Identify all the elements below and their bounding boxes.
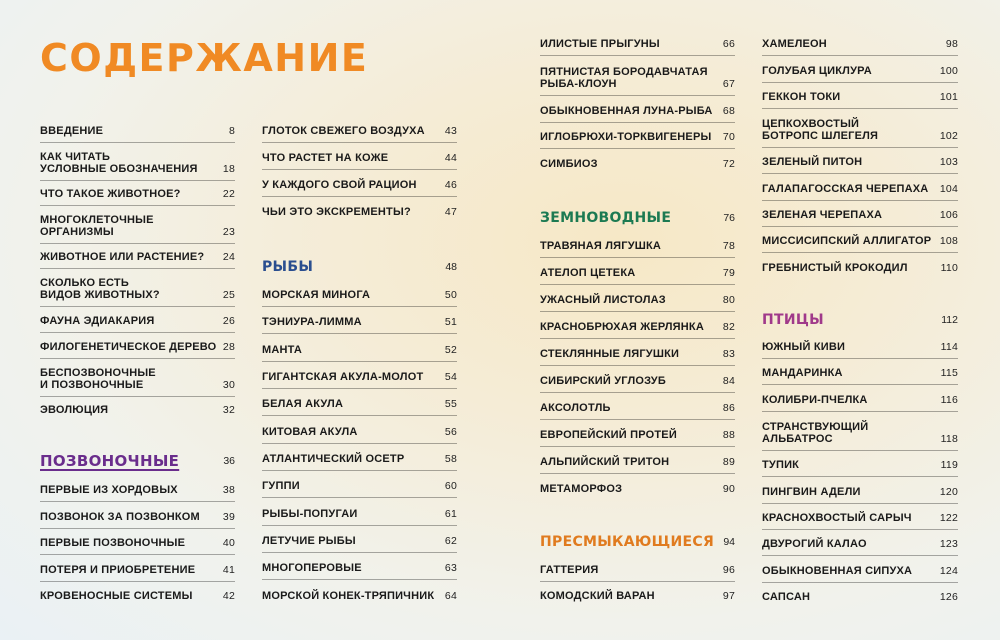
section-page: 94	[723, 536, 735, 548]
toc-entry-page: 30	[222, 379, 235, 391]
toc-entry-title: ПОТЕРЯ И ПРИОБРЕТЕНИЕ	[40, 564, 196, 576]
toc-entry-page: 24	[222, 251, 235, 263]
toc-entry[interactable]	[40, 251, 235, 263]
toc-entry-page: 58	[444, 453, 457, 465]
toc-entry-page: 110	[940, 262, 958, 274]
toc-entry-title: ЦЕПКОХВОСТЫЙ БОТРОПС ШЛЕГЕЛЯ	[762, 118, 879, 142]
toc-entry[interactable]	[40, 590, 235, 602]
toc-entry[interactable]	[40, 277, 235, 301]
toc-entry-page: 50	[444, 289, 457, 301]
toc-entry-title: СТЕКЛЯННЫЕ ЛЯГУШКИ	[540, 348, 680, 360]
toc-entry-page: 119	[940, 459, 958, 471]
toc-entry-title: ГОЛУБАЯ ЦИКЛУРА	[762, 65, 872, 77]
toc-entry-title: ЧТО ТАКОЕ ЖИВОТНОЕ?	[40, 188, 181, 200]
toc-entry[interactable]	[40, 404, 235, 416]
toc-entry-page: 8	[228, 125, 235, 137]
toc-entry-page: 100	[939, 65, 958, 77]
toc-entry-page: 82	[722, 321, 735, 333]
toc-entry-page: 86	[722, 402, 735, 414]
toc-entry-title: ИЛИСТЫЕ ПРЫГУНЫ	[540, 38, 660, 50]
toc-entry[interactable]	[762, 367, 958, 379]
toc-entry[interactable]	[762, 565, 958, 577]
section-vertebrates[interactable]	[40, 452, 235, 470]
toc-entry-title: ДВУРОГИЙ КАЛАО	[762, 538, 867, 550]
toc-entry[interactable]	[40, 537, 235, 549]
toc-entry-title: КРАСНОХВОСТЫЙ САРЫЧ	[762, 512, 912, 524]
toc-entry-title: КРОВЕНОСНЫЕ СИСТЕМЫ	[40, 590, 193, 602]
toc-entry-title: ТУПИК	[762, 459, 800, 471]
toc-entry-page: 32	[222, 404, 235, 416]
toc-entry[interactable]	[540, 294, 735, 306]
toc-entry[interactable]	[262, 590, 457, 602]
toc-entry[interactable]	[762, 91, 958, 103]
toc-entry[interactable]	[762, 38, 958, 50]
toc-entry[interactable]	[540, 590, 735, 602]
section-title: ПТИЦЫ	[762, 312, 824, 328]
toc-entry-page: 28	[222, 341, 235, 353]
section-title: ПРЕСМЫКАЮЩИЕСЯ	[540, 534, 715, 550]
toc-entry-page: 116	[940, 394, 958, 406]
toc-entry-title: ПОЗВОНОК ЗА ПОЗВОНКОМ	[40, 511, 200, 523]
section-amphibians[interactable]	[540, 210, 735, 226]
toc-entry[interactable]	[40, 367, 235, 391]
toc-entry[interactable]	[762, 65, 958, 77]
toc-entry-title: ЕВРОПЕЙСКИЙ ПРОТЕЙ	[540, 429, 677, 441]
toc-entry-title: ВВЕДЕНИЕ	[40, 125, 104, 137]
toc-entry[interactable]	[540, 240, 735, 252]
toc-entry-page: 102	[939, 130, 958, 142]
toc-entry-page: 72	[722, 158, 735, 170]
toc-entry[interactable]	[262, 562, 457, 574]
toc-entry-page: 43	[444, 125, 457, 137]
toc-entry[interactable]	[40, 484, 235, 496]
toc-entry-title: ФАУНА ЭДИАКАРИЯ	[40, 315, 155, 327]
page-title: СОДЕРЖАНИЕ	[40, 36, 369, 80]
section-page: 112	[941, 314, 958, 326]
toc-entry-page: 96	[722, 564, 735, 576]
toc-entry[interactable]	[40, 511, 235, 523]
toc-entry[interactable]	[40, 564, 235, 576]
toc-entry-page: 97	[722, 590, 735, 602]
toc-entry[interactable]	[262, 453, 457, 465]
toc-entry[interactable]	[262, 152, 457, 164]
toc-entry-page: 64	[444, 590, 457, 602]
toc-entry[interactable]	[540, 402, 735, 414]
toc-entry-page: 122	[939, 512, 958, 524]
toc-entry-page: 104	[939, 183, 958, 195]
toc-entry[interactable]	[540, 158, 735, 170]
toc-entry-title: КРАСНОБРЮХАЯ ЖЕРЛЯНКА	[540, 321, 704, 333]
toc-entry[interactable]	[540, 375, 735, 387]
toc-entry[interactable]	[762, 486, 958, 498]
toc-entry-title: ГЛОТОК СВЕЖЕГО ВОЗДУХА	[262, 125, 425, 137]
section-title: РЫБЫ	[262, 259, 314, 275]
toc-entry-title: ГАТТЕРИЯ	[540, 564, 599, 576]
toc-entry-page: 41	[222, 564, 235, 576]
toc-entry-title: МИССИСИПСКИЙ АЛЛИГАТОР	[762, 235, 932, 247]
toc-entry-title: МНОГОПЕРОВЫЕ	[262, 562, 362, 574]
section-reptiles[interactable]	[540, 534, 735, 550]
toc-entry-page: 108	[939, 235, 958, 247]
toc-entry-page: 68	[722, 105, 735, 117]
toc-entry-title: ЧЬИ ЭТО ЭКСКРЕМЕНТЫ?	[262, 206, 411, 218]
toc-entry-page: 26	[222, 315, 235, 327]
toc-entry-page: 83	[722, 348, 735, 360]
toc-entry-title: УЖАСНЫЙ ЛИСТОЛАЗ	[540, 294, 666, 306]
toc-entry-title: САПСАН	[762, 591, 811, 603]
toc-entry-page: 56	[444, 426, 457, 438]
toc-entry[interactable]	[540, 66, 735, 90]
toc-entry-title: ЗЕЛЕНАЯ ЧЕРЕПАХА	[762, 209, 883, 221]
toc-entry-page: 124	[939, 565, 958, 577]
toc-entry-page: 52	[444, 344, 457, 356]
toc-entry-title: МЕТАМОРФОЗ	[540, 483, 623, 495]
toc-entry[interactable]	[540, 483, 735, 495]
toc-entry-title: ПЯТНИСТАЯ БОРОДАВЧАТАЯ РЫБА-КЛОУН	[540, 66, 708, 90]
toc-entry-title: СИМБИОЗ	[540, 158, 598, 170]
toc-entry-page: 63	[444, 562, 457, 574]
toc-entry[interactable]	[262, 344, 457, 356]
toc-entry-page: 114	[940, 341, 958, 353]
toc-entry-title: ОБЫКНОВЕННАЯ ЛУНА-РЫБА	[540, 105, 713, 117]
toc-entry[interactable]	[540, 105, 735, 117]
toc-entry-page: 103	[939, 156, 958, 168]
toc-entry-page: 39	[222, 511, 235, 523]
section-page: 48	[445, 261, 457, 273]
toc-entry-page: 66	[722, 38, 735, 50]
toc-entry[interactable]	[762, 538, 958, 550]
toc-entry[interactable]	[540, 321, 735, 333]
toc-entry-page: 126	[939, 591, 958, 603]
toc-entry-title: ИГЛОБРЮХИ-ТОРКВИГЕНЕРЫ	[540, 131, 712, 143]
toc-entry[interactable]	[762, 394, 958, 406]
toc-entry[interactable]	[540, 267, 735, 279]
toc-entry-page: 44	[444, 152, 457, 164]
toc-entry[interactable]	[762, 421, 958, 445]
toc-entry-page: 79	[722, 267, 735, 279]
toc-entry-page: 40	[222, 537, 235, 549]
toc-entry-page: 67	[722, 78, 735, 90]
toc-entry[interactable]	[262, 289, 457, 301]
toc-entry[interactable]	[762, 341, 958, 353]
toc-entry-title: СТРАНСТВУЮЩИЙ АЛЬБАТРОС	[762, 421, 869, 445]
toc-entry-page: 61	[444, 508, 457, 520]
toc-entry-page: 38	[222, 484, 235, 496]
toc-entry-page: 106	[939, 209, 958, 221]
toc-entry-page: 120	[939, 486, 958, 498]
toc-entry-title: ЛЕТУЧИЕ РЫБЫ	[262, 535, 356, 547]
toc-entry[interactable]	[40, 315, 235, 327]
toc-entry[interactable]	[262, 316, 457, 328]
toc-entry[interactable]	[762, 235, 958, 247]
toc-entry-page: 101	[939, 91, 958, 103]
toc-entry-title: ОБЫКНОВЕННАЯ СИПУХА	[762, 565, 913, 577]
toc-entry-page: 42	[222, 590, 235, 602]
toc-entry[interactable]	[762, 118, 958, 142]
toc-entry-title: ХАМЕЛЕОН	[762, 38, 827, 50]
toc-entry[interactable]	[540, 456, 735, 468]
toc-entry[interactable]	[262, 480, 457, 492]
toc-entry-page: 60	[444, 480, 457, 492]
toc-entry-page: 80	[722, 294, 735, 306]
toc-entry[interactable]	[762, 209, 958, 221]
toc-entry-page: 62	[444, 535, 457, 547]
toc-entry-title: БЕЛАЯ АКУЛА	[262, 398, 344, 410]
toc-entry[interactable]	[762, 156, 958, 168]
toc-entry-title: КАК ЧИТАТЬ УСЛОВНЫЕ ОБОЗНАЧЕНИЯ	[40, 151, 198, 175]
toc-entry-title: СКОЛЬКО ЕСТЬ ВИДОВ ЖИВОТНЫХ?	[40, 277, 160, 301]
toc-entry-page: 55	[444, 398, 457, 410]
toc-entry[interactable]	[762, 262, 958, 274]
toc-entry[interactable]	[40, 214, 235, 238]
toc-entry[interactable]	[40, 125, 235, 137]
toc-entry[interactable]	[262, 206, 457, 218]
toc-entry-title: ГИГАНТСКАЯ АКУЛА-МОЛОТ	[262, 371, 424, 383]
section-page: 36	[223, 455, 235, 467]
section-page: 76	[723, 212, 735, 224]
toc-entry-page: 98	[945, 38, 958, 50]
toc-entry-page: 123	[939, 538, 958, 550]
toc-entry[interactable]	[762, 183, 958, 195]
toc-entry-page: 84	[722, 375, 735, 387]
toc-entry-title: ТЭНИУРА-ЛИММА	[262, 316, 362, 328]
toc-entry-page: 88	[722, 429, 735, 441]
toc-entry-page: 47	[444, 206, 457, 218]
section-title: ПОЗВОНОЧНЫЕ	[40, 452, 180, 470]
toc-entry-title: ЗЕЛЕНЫЙ ПИТОН	[762, 156, 863, 168]
toc-entry-title: МАНДАРИНКА	[762, 367, 843, 379]
toc-entry-page: 118	[940, 433, 958, 445]
toc-entry-title: ГУППИ	[262, 480, 300, 492]
toc-entry-title: ЧТО РАСТЕТ НА КОЖЕ	[262, 152, 389, 164]
toc-entry-title: ФИЛОГЕНЕТИЧЕСКОЕ ДЕРЕВО	[40, 341, 217, 353]
toc-entry-page: 70	[722, 131, 735, 143]
toc-entry-title: АКСОЛОТЛЬ	[540, 402, 611, 414]
toc-entry[interactable]	[40, 341, 235, 353]
toc-entry-page: 25	[222, 289, 235, 301]
toc-entry-title: МОРСКОЙ КОНЕК-ТРЯПИЧНИК	[262, 590, 435, 602]
section-fish[interactable]	[262, 259, 457, 275]
toc-entry-page: 54	[444, 371, 457, 383]
toc-entry[interactable]	[540, 564, 735, 576]
toc-entry[interactable]	[762, 459, 958, 471]
toc-entry[interactable]	[762, 591, 958, 603]
toc-entry-title: СИБИРСКИЙ УГЛОЗУБ	[540, 375, 666, 387]
toc-entry[interactable]	[540, 348, 735, 360]
toc-entry[interactable]	[262, 398, 457, 410]
toc-entry-title: АТЛАНТИЧЕСКИЙ ОСЕТР	[262, 453, 405, 465]
toc-entry-title: У КАЖДОГО СВОЙ РАЦИОН	[262, 179, 417, 191]
toc-entry-page: 90	[722, 483, 735, 495]
toc-entry-page: 89	[722, 456, 735, 468]
toc-entry-title: ГАЛАПАГОССКАЯ ЧЕРЕПАХА	[762, 183, 929, 195]
toc-entry-title: КОМОДСКИЙ ВАРАН	[540, 590, 655, 602]
toc-entry-page: 18	[222, 163, 235, 175]
toc-entry-title: РЫБЫ-ПОПУГАИ	[262, 508, 358, 520]
toc-entry-page: 22	[222, 188, 235, 200]
toc-entry-title: ТРАВЯНАЯ ЛЯГУШКА	[540, 240, 662, 252]
toc-entry-title: ЖИВОТНОЕ ИЛИ РАСТЕНИЕ?	[40, 251, 205, 263]
toc-entry[interactable]	[762, 512, 958, 524]
toc-entry[interactable]	[262, 179, 457, 191]
section-birds[interactable]	[762, 312, 958, 328]
toc-entry-title: ЮЖНЫЙ КИВИ	[762, 341, 846, 353]
toc-entry-page: 78	[722, 240, 735, 252]
toc-entry-title: АТЕЛОП ЦЕТЕКА	[540, 267, 636, 279]
toc-entry[interactable]	[540, 38, 735, 50]
toc-entry-page: 51	[444, 316, 457, 328]
toc-entry[interactable]	[262, 535, 457, 547]
toc-entry[interactable]	[40, 188, 235, 200]
toc-entry-title: МНОГОКЛЕТОЧНЫЕ ОРГАНИЗМЫ	[40, 214, 154, 238]
toc-entry[interactable]	[262, 125, 457, 137]
toc-entry[interactable]	[262, 426, 457, 438]
toc-entry[interactable]	[262, 508, 457, 520]
toc-entry-title: ПИНГВИН АДЕЛИ	[762, 486, 861, 498]
toc-entry[interactable]	[262, 371, 457, 383]
toc-entry-title: АЛЬПИЙСКИЙ ТРИТОН	[540, 456, 670, 468]
toc-entry-title: КИТОВАЯ АКУЛА	[262, 426, 358, 438]
toc-entry-title: БЕСПОЗВОНОЧНЫЕ И ПОЗВОНОЧНЫЕ	[40, 367, 156, 391]
toc-entry-title: ГЕККОН ТОКИ	[762, 91, 841, 103]
toc-entry[interactable]	[540, 131, 735, 143]
section-title: ЗЕМНОВОДНЫЕ	[540, 210, 672, 226]
toc-entry-title: ЭВОЛЮЦИЯ	[40, 404, 109, 416]
toc-entry-title: МАНТА	[262, 344, 303, 356]
toc-entry-page: 46	[444, 179, 457, 191]
toc-entry[interactable]	[540, 429, 735, 441]
toc-entry-title: МОРСКАЯ МИНОГА	[262, 289, 371, 301]
toc-entry-title: ПЕРВЫЕ ПОЗВОНОЧНЫЕ	[40, 537, 186, 549]
toc-entry-page: 115	[940, 367, 958, 379]
toc-entry-title: ПЕРВЫЕ ИЗ ХОРДОВЫХ	[40, 484, 178, 496]
toc-entry[interactable]	[40, 151, 235, 175]
toc-entry-title: КОЛИБРИ-ПЧЕЛКА	[762, 394, 868, 406]
toc-entry-page: 23	[222, 226, 235, 238]
toc-entry-title: ГРЕБНИСТЫЙ КРОКОДИЛ	[762, 262, 908, 274]
